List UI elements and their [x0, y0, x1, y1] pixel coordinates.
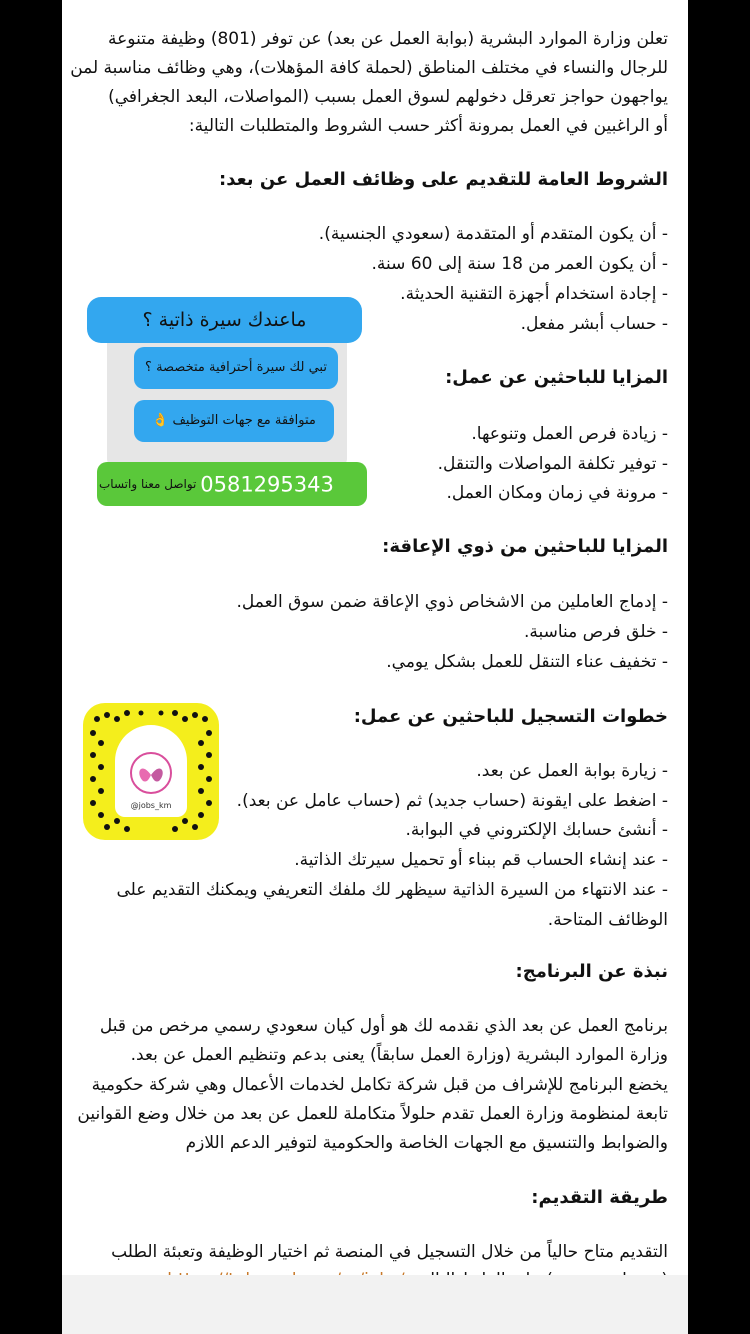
- steps-item: - اضغط على ايقونة (حساب جديد) ثم (حساب عامل عن بعد).: [236, 791, 668, 811]
- snapcode[interactable]: [83, 703, 219, 840]
- disability-item: - خلق فرص مناسبة.: [523, 622, 668, 642]
- disability-heading: المزايا للباحثين من ذوي الإعاقة:: [382, 536, 668, 557]
- intro-line-4: أو الراغبين في العمل بمرونة أكثر حسب الشروط والمتطلبات التالية:: [188, 116, 668, 136]
- intro-line-2: للرجال والنساء في مختلف المناطق (لحملة كافة المؤهلات)، وهي وظائف مناسبة لمن: [70, 58, 668, 78]
- ad-bubble-whatsapp[interactable]: [97, 462, 367, 506]
- disability-item: - إدماج العاملين من الاشخاص ذوي الإعاقة ضمن سوق العمل.: [236, 592, 668, 612]
- intro-line-1: تعلن وزارة الموارد البشرية (بوابة العمل عن بعد) عن توفر (801) وظيفة متنوعة: [108, 29, 668, 49]
- conditions-item: - أن يكون العمر من 18 سنة إلى 60 سنة.: [371, 254, 668, 274]
- apply-line-1: التقديم متاح حالياً من خلال التسجيل في المنصة ثم اختيار الوظيفة وتعبئة الطلب: [111, 1242, 668, 1262]
- ad-bubble-pro-cv: تبي لك سيرة أحترافية متخصصة ؟: [134, 347, 338, 389]
- whatsapp-label: تواصل معنا واتساب: [99, 477, 197, 491]
- benefits-heading: المزايا للباحثين عن عمل:: [445, 367, 668, 388]
- butterfly-logo-icon: [83, 703, 219, 840]
- snap-handle: @jobs_km: [130, 801, 172, 810]
- about-line: وزارة الموارد البشرية (وزارة العمل سابقاً) يعنى بدعم وتنظيم العمل عن بعد.: [130, 1045, 668, 1065]
- ad-bubble-compatible: متوافقة مع جهات التوظيف 👌: [134, 400, 334, 442]
- about-line: والضوابط والتنسيق مع الجهات الخاصة والحكومية لتوفير الدعم اللازم: [185, 1133, 668, 1153]
- steps-item-continuation: الوظائف المتاحة.: [547, 910, 668, 930]
- disability-item: - تخفيف عناء التنقل للعمل بشكل يومي.: [386, 652, 668, 672]
- about-heading: نبذة عن البرنامج:: [515, 961, 668, 982]
- conditions-item: - إجادة استخدام أجهزة التقنية الحديثة.: [400, 284, 668, 304]
- about-line: برنامج العمل عن بعد الذي نقدمه لك هو أول كيان سعودي رسمي مرخص من قبل: [99, 1016, 668, 1036]
- steps-item: - أنشئ حسابك الإلكتروني في البوابة.: [405, 820, 668, 840]
- conditions-item: - حساب أبشر مفعل.: [520, 314, 668, 334]
- benefits-item: - زيادة فرص العمل وتنوعها.: [471, 424, 668, 444]
- conditions-heading: الشروط العامة للتقديم على وظائف العمل عن بعد:: [219, 169, 668, 190]
- steps-item: - زيارة بوابة العمل عن بعد.: [476, 761, 668, 781]
- conditions-item: - أن يكون المتقدم أو المتقدمة (سعودي الجنسية).: [318, 224, 668, 244]
- about-line: تابعة لمنظومة وزارة العمل تقدم حلولاً متكاملة للعمل عن بعد من خلال وضع القوانين: [77, 1104, 668, 1124]
- whatsapp-phone[interactable]: 0581295343: [200, 472, 334, 497]
- intro-line-3: يواجهون حواجز تعرقل دخولهم لسوق العمل بسبب (المواصلات، البعد الجغرافي): [108, 87, 668, 107]
- ad-bubble-cv-question: ماعندك سيرة ذاتية ؟: [87, 297, 362, 343]
- steps-item: - عند الانتهاء من السيرة الذاتية سيظهر لك ملفك التعريفي ويمكنك التقديم على: [116, 880, 668, 900]
- steps-item: - عند إنشاء الحساب قم ببناء أو تحميل سيرتك الذاتية.: [294, 850, 668, 870]
- apply-heading: طريقة التقديم:: [531, 1187, 668, 1208]
- about-line: يخضع البرنامج للإشراف من قبل شركة تكامل لخدمات الأعمال وهي شركة حكومية: [91, 1075, 668, 1095]
- benefits-item: - مرونة في زمان ومكان العمل.: [446, 483, 668, 503]
- steps-heading: خطوات التسجيل للباحثين عن عمل:: [353, 706, 668, 727]
- page-bottom-strip: [62, 1275, 688, 1334]
- document-page: [62, 0, 688, 1334]
- benefits-item: - توفير تكلفة المواصلات والتنقل.: [437, 454, 668, 474]
